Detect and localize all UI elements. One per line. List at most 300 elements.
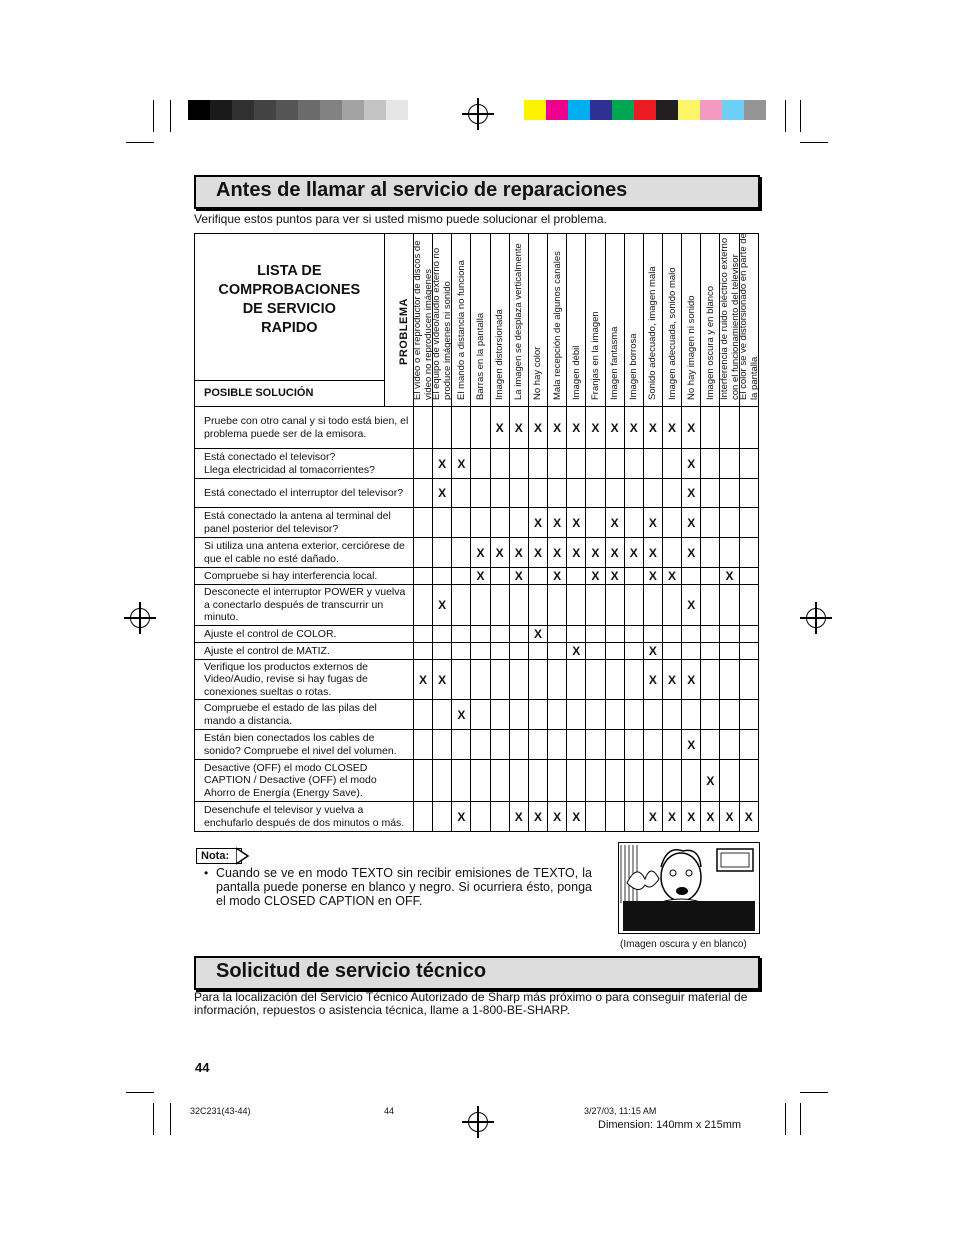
mark-cell (490, 760, 509, 802)
mark-cell: X (567, 643, 586, 660)
problem-header (471, 234, 490, 407)
mark-cell (490, 585, 509, 626)
mark-cell (433, 730, 452, 760)
table-row (195, 449, 759, 479)
mark-cell (413, 538, 432, 568)
mark-cell: X (682, 585, 701, 626)
mark-cell (586, 449, 605, 479)
mark-cell (452, 538, 471, 568)
mark-cell (433, 802, 452, 832)
mark-cell: X (605, 407, 624, 449)
mark-cell: X (739, 802, 758, 832)
gray-swatch (342, 100, 364, 120)
mark-cell: X (643, 407, 662, 449)
mark-cell (548, 660, 567, 700)
mark-cell (567, 660, 586, 700)
mark-cell: X (586, 568, 605, 585)
mark-cell: X (605, 508, 624, 538)
mark-cell (471, 585, 490, 626)
mark-cell (682, 568, 701, 585)
mark-cell (548, 626, 567, 643)
checklist-table (194, 233, 759, 832)
mark-cell (528, 700, 547, 730)
mark-cell (586, 700, 605, 730)
mark-cell (739, 730, 758, 760)
mark-cell (413, 730, 432, 760)
mark-cell (682, 700, 701, 730)
table-row (195, 508, 759, 538)
mark-cell (548, 700, 567, 730)
mark-cell (624, 760, 643, 802)
problem-label: No hay color (532, 346, 544, 400)
problem-label: Imagen distorsionada (494, 309, 506, 400)
problem-header (739, 234, 758, 407)
mark-cell (605, 449, 624, 479)
mark-cell: X (662, 802, 681, 832)
mark-cell (586, 802, 605, 832)
color-swatch (678, 100, 700, 120)
mark-cell (605, 479, 624, 508)
mark-cell (413, 568, 432, 585)
mark-cell (509, 660, 528, 700)
mark-cell: X (682, 802, 701, 832)
mark-cell (548, 643, 567, 660)
mark-cell (701, 700, 720, 730)
mark-cell: X (548, 538, 567, 568)
mark-cell (490, 568, 509, 585)
mark-cell (739, 479, 758, 508)
table-row (195, 585, 759, 626)
mark-cell (433, 760, 452, 802)
mark-cell: X (528, 802, 547, 832)
problem-label: Interferencia de ruido eléctrico externo con el funcionamiento del televisor (718, 237, 741, 400)
mark-cell (433, 508, 452, 538)
mark-cell: X (682, 407, 701, 449)
mark-cell (413, 802, 432, 832)
mark-cell (567, 479, 586, 508)
checklist-title: LISTA DE COMPROBACIONES DE SERVICIO RAPIDO (218, 262, 361, 336)
mark-cell (701, 585, 720, 626)
service-title: Solicitud de servicio técnico (216, 960, 487, 982)
table-row (195, 730, 759, 760)
mark-cell (471, 730, 490, 760)
mark-cell (548, 479, 567, 508)
mark-cell (471, 626, 490, 643)
problem-label: El equipo de vídeo/audio externo no produce imágenes ni sonido (431, 247, 454, 400)
problem-header (567, 234, 586, 407)
solution-cell: Ajuste el control de MATIZ. (195, 643, 414, 660)
mark-cell (509, 760, 528, 802)
mark-cell (413, 407, 432, 449)
registration-mark-icon (468, 1112, 488, 1132)
mark-cell (528, 760, 547, 802)
nota-label-text: Nota: (201, 850, 230, 862)
mark-cell: X (509, 568, 528, 585)
crop-mark (170, 1103, 171, 1135)
gray-swatch (210, 100, 232, 120)
mark-cell (605, 643, 624, 660)
mark-cell (643, 730, 662, 760)
checklist-title-cell (195, 234, 385, 381)
registration-mark-icon (806, 608, 826, 628)
mark-cell: X (605, 538, 624, 568)
mark-cell (413, 760, 432, 802)
mark-cell: X (567, 802, 586, 832)
mark-cell: X (452, 700, 471, 730)
mark-cell (509, 479, 528, 508)
mark-cell (586, 660, 605, 700)
mark-cell: X (643, 802, 662, 832)
problem-label: Mala recepción de algunos canales (551, 251, 563, 400)
illustration-dark-screen (618, 842, 760, 934)
mark-cell (586, 730, 605, 760)
problem-label: Sonido adecuado, imagen mala (647, 266, 659, 400)
mark-cell (624, 568, 643, 585)
mark-cell (643, 585, 662, 626)
problem-label: Imagen débil (570, 345, 582, 400)
problem-header (682, 234, 701, 407)
problem-label: El color se ve distorsionado en parte de la pantalla (737, 233, 760, 400)
mark-cell (739, 538, 758, 568)
mark-cell (509, 730, 528, 760)
file-code: 32C231(43-44) (190, 1106, 251, 1116)
table-row (195, 643, 759, 660)
mark-cell (509, 449, 528, 479)
solution-cell: Compruebe si hay interferencia local. (195, 568, 414, 585)
mark-cell (567, 760, 586, 802)
mark-cell (528, 449, 547, 479)
mark-cell (701, 508, 720, 538)
mark-cell (624, 700, 643, 730)
mark-cell (586, 479, 605, 508)
mark-cell (490, 730, 509, 760)
mark-cell (624, 730, 643, 760)
mark-cell (413, 643, 432, 660)
table-row (195, 802, 759, 832)
mark-cell (413, 449, 432, 479)
mark-cell: X (567, 407, 586, 449)
mark-cell (605, 802, 624, 832)
intro-text: Verifique estos puntos para ver si usted mismo puede solucionar el problema. (194, 212, 607, 226)
table-row (195, 479, 759, 508)
problem-header (528, 234, 547, 407)
mark-cell: X (548, 568, 567, 585)
mark-cell (605, 660, 624, 700)
problema-header (384, 234, 413, 407)
mark-cell: X (528, 508, 547, 538)
mark-cell (433, 700, 452, 730)
problem-label: La imagen se desplaza verticalmente (513, 243, 525, 400)
print-date: 3/27/03, 11:15 AM (584, 1106, 657, 1116)
mark-cell: X (490, 538, 509, 568)
gray-swatch (188, 100, 210, 120)
mark-cell (624, 660, 643, 700)
table-row (195, 568, 759, 585)
mark-cell (490, 479, 509, 508)
problem-header (412, 234, 435, 407)
mark-cell (548, 585, 567, 626)
mark-cell (413, 508, 432, 538)
mark-cell (490, 660, 509, 700)
mark-cell (720, 508, 739, 538)
table-row (195, 407, 759, 449)
mark-cell: X (433, 585, 452, 626)
gray-swatch (276, 100, 298, 120)
mark-cell (433, 538, 452, 568)
nota-text: Cuando se ve en modo TEXTO sin recibir emisiones de TEXTO, la pantalla puede ponerse en blanco y negro. Si ocurriera ésto, ponga el modo CLOSED CAPTION en OFF. (216, 866, 592, 908)
table-row (195, 538, 759, 568)
mark-cell (739, 508, 758, 538)
problem-header (605, 234, 624, 407)
solution-cell: Compruebe el estado de las pilas del mando a distancia. (195, 700, 414, 730)
mark-cell (471, 643, 490, 660)
mark-cell (586, 508, 605, 538)
color-swatch (722, 100, 744, 120)
mark-cell (528, 479, 547, 508)
mark-cell (720, 449, 739, 479)
mark-cell (739, 585, 758, 626)
mark-cell: X (720, 802, 739, 832)
mark-cell: X (548, 508, 567, 538)
mark-cell (567, 585, 586, 626)
mark-cell: X (528, 407, 547, 449)
solution-cell: Está conectado el interruptor del televisor? (195, 479, 414, 508)
mark-cell (701, 568, 720, 585)
mark-cell (452, 730, 471, 760)
mark-cell (509, 643, 528, 660)
mark-cell: X (662, 660, 681, 700)
mark-cell: X (452, 449, 471, 479)
mark-cell (433, 407, 452, 449)
problem-header (662, 234, 681, 407)
crop-mark (153, 100, 154, 132)
mark-cell (662, 449, 681, 479)
mark-cell (739, 568, 758, 585)
mark-cell: X (643, 508, 662, 538)
mark-cell (720, 479, 739, 508)
mark-cell (701, 449, 720, 479)
mark-cell (509, 700, 528, 730)
problem-label: Imagen oscura y en blanco (704, 285, 716, 400)
problem-header (643, 234, 662, 407)
mark-cell: X (471, 538, 490, 568)
mark-cell: X (490, 407, 509, 449)
mark-cell (413, 479, 432, 508)
color-swatch (590, 100, 612, 120)
problem-label: Imagen fantasma (609, 326, 621, 400)
mark-cell (586, 643, 605, 660)
mark-cell (624, 449, 643, 479)
mark-cell: X (662, 407, 681, 449)
color-swatch (568, 100, 590, 120)
mark-cell (433, 626, 452, 643)
section-header-repairs (194, 175, 760, 209)
gray-swatch (364, 100, 386, 120)
solution-cell: Desenchufe el televisor y vuelva a enchufarlo después de dos minutos o más. (195, 802, 414, 832)
mark-cell (720, 538, 739, 568)
mark-cell (586, 760, 605, 802)
gray-swatch (386, 100, 408, 120)
mark-cell (662, 585, 681, 626)
mark-cell (720, 700, 739, 730)
problem-header (720, 234, 739, 407)
problem-header (624, 234, 643, 407)
mark-cell: X (567, 538, 586, 568)
mark-cell (701, 626, 720, 643)
color-swatch (634, 100, 656, 120)
mark-cell: X (682, 449, 701, 479)
mark-cell: X (509, 407, 528, 449)
registration-mark-icon (130, 608, 150, 628)
crop-mark (800, 1092, 828, 1093)
mark-cell (548, 449, 567, 479)
solution-cell: Desactive (OFF) el modo CLOSED CAPTION / Desactive (OFF) el modo Ahorro de Energía (Energy Save). (195, 760, 414, 802)
mark-cell (490, 802, 509, 832)
mark-cell: X (701, 760, 720, 802)
mark-cell (567, 700, 586, 730)
mark-cell: X (433, 479, 452, 508)
mark-cell: X (643, 643, 662, 660)
mark-cell (739, 700, 758, 730)
crop-mark (800, 142, 828, 143)
gray-swatch (298, 100, 320, 120)
mark-cell (701, 660, 720, 700)
dimension-text: Dimension: 140mm x 215mm (598, 1119, 742, 1131)
color-swatch (546, 100, 568, 120)
mark-cell (643, 479, 662, 508)
mark-cell (452, 508, 471, 538)
crop-mark (126, 142, 154, 143)
mark-cell (643, 626, 662, 643)
mark-cell (471, 407, 490, 449)
gray-swatch (254, 100, 276, 120)
problem-header (433, 234, 452, 407)
mark-cell (662, 643, 681, 660)
mark-cell (586, 585, 605, 626)
color-swatch (744, 100, 766, 120)
mark-cell (701, 479, 720, 508)
mark-cell (605, 760, 624, 802)
mark-cell: X (720, 568, 739, 585)
mark-cell (452, 568, 471, 585)
page-number: 44 (195, 1060, 210, 1075)
mark-cell (682, 626, 701, 643)
solucion-label: POSIBLE SOLUCIÓN (195, 380, 385, 406)
crop-mark (170, 100, 171, 132)
mark-cell: X (548, 802, 567, 832)
mark-cell (548, 730, 567, 760)
mark-cell (739, 626, 758, 643)
mark-cell: X (433, 449, 452, 479)
mark-cell (624, 643, 643, 660)
mark-cell: X (586, 538, 605, 568)
mark-cell (682, 760, 701, 802)
solution-cell: Está conectado el televisor? Llega electricidad al tomacorrientes? (195, 449, 414, 479)
mark-cell (452, 585, 471, 626)
mark-cell (662, 730, 681, 760)
mark-cell (452, 626, 471, 643)
mark-cell (490, 643, 509, 660)
color-swatch (656, 100, 678, 120)
problem-header (586, 234, 605, 407)
mark-cell: X (682, 538, 701, 568)
mark-cell (682, 643, 701, 660)
mark-cell (509, 626, 528, 643)
mark-cell: X (682, 660, 701, 700)
mark-cell (662, 538, 681, 568)
mark-cell (720, 626, 739, 643)
mark-cell (720, 760, 739, 802)
mark-cell (452, 479, 471, 508)
solution-cell: Desconecte el interruptor POWER y vuelva a conectarlo después de transcurrir un minuto. (195, 585, 414, 626)
mark-cell (720, 730, 739, 760)
mark-cell (567, 730, 586, 760)
mark-cell (586, 626, 605, 643)
mark-cell (720, 585, 739, 626)
solution-cell: Ajuste el control de COLOR. (195, 626, 414, 643)
mark-cell (701, 730, 720, 760)
mark-cell (452, 760, 471, 802)
mark-cell (662, 479, 681, 508)
mark-cell (528, 660, 547, 700)
mark-cell (624, 508, 643, 538)
arrow-right-icon (236, 847, 250, 865)
mark-cell (471, 508, 490, 538)
mark-cell (471, 760, 490, 802)
illustration-caption: (Imagen oscura y en blanco) (620, 939, 747, 950)
mark-cell (662, 700, 681, 730)
mark-cell (452, 643, 471, 660)
mark-cell: X (701, 802, 720, 832)
mark-cell: X (509, 538, 528, 568)
problem-label: Imagen adecuada, sonido malo (666, 267, 678, 400)
table-row (195, 660, 759, 700)
mark-cell: X (509, 802, 528, 832)
mark-cell (528, 585, 547, 626)
problem-label: Franjas en la imagen (589, 311, 601, 400)
mark-cell: X (682, 508, 701, 538)
mark-cell (739, 760, 758, 802)
crop-mark (153, 1103, 154, 1135)
mark-cell: X (624, 407, 643, 449)
mark-cell (605, 700, 624, 730)
mark-cell: X (528, 538, 547, 568)
solution-cell: Verifique los productos externos de Video/Audio, revise si hay fugas de conexiones sueltas o rotas. (195, 660, 414, 700)
mark-cell: X (528, 626, 547, 643)
mark-cell (567, 449, 586, 479)
mark-cell: X (548, 407, 567, 449)
mark-cell (701, 538, 720, 568)
problem-label: Imagen borrosa (628, 333, 640, 400)
mark-cell (662, 508, 681, 538)
mark-cell: X (662, 568, 681, 585)
table-row (195, 760, 759, 802)
problem-label: El mando a distancia no funciona (455, 260, 467, 400)
mark-cell (490, 700, 509, 730)
solution-cell: Está conectado la antena al terminal del panel posterior del televisor? (195, 508, 414, 538)
mark-cell (624, 626, 643, 643)
crop-mark (800, 1103, 801, 1135)
mark-cell (471, 479, 490, 508)
mark-cell: X (605, 568, 624, 585)
problem-header (452, 234, 471, 407)
mark-cell: X (643, 660, 662, 700)
mark-cell (720, 407, 739, 449)
registration-mark-icon (468, 104, 488, 124)
mark-cell (605, 585, 624, 626)
problem-header (701, 234, 720, 407)
crop-mark (126, 1092, 154, 1093)
